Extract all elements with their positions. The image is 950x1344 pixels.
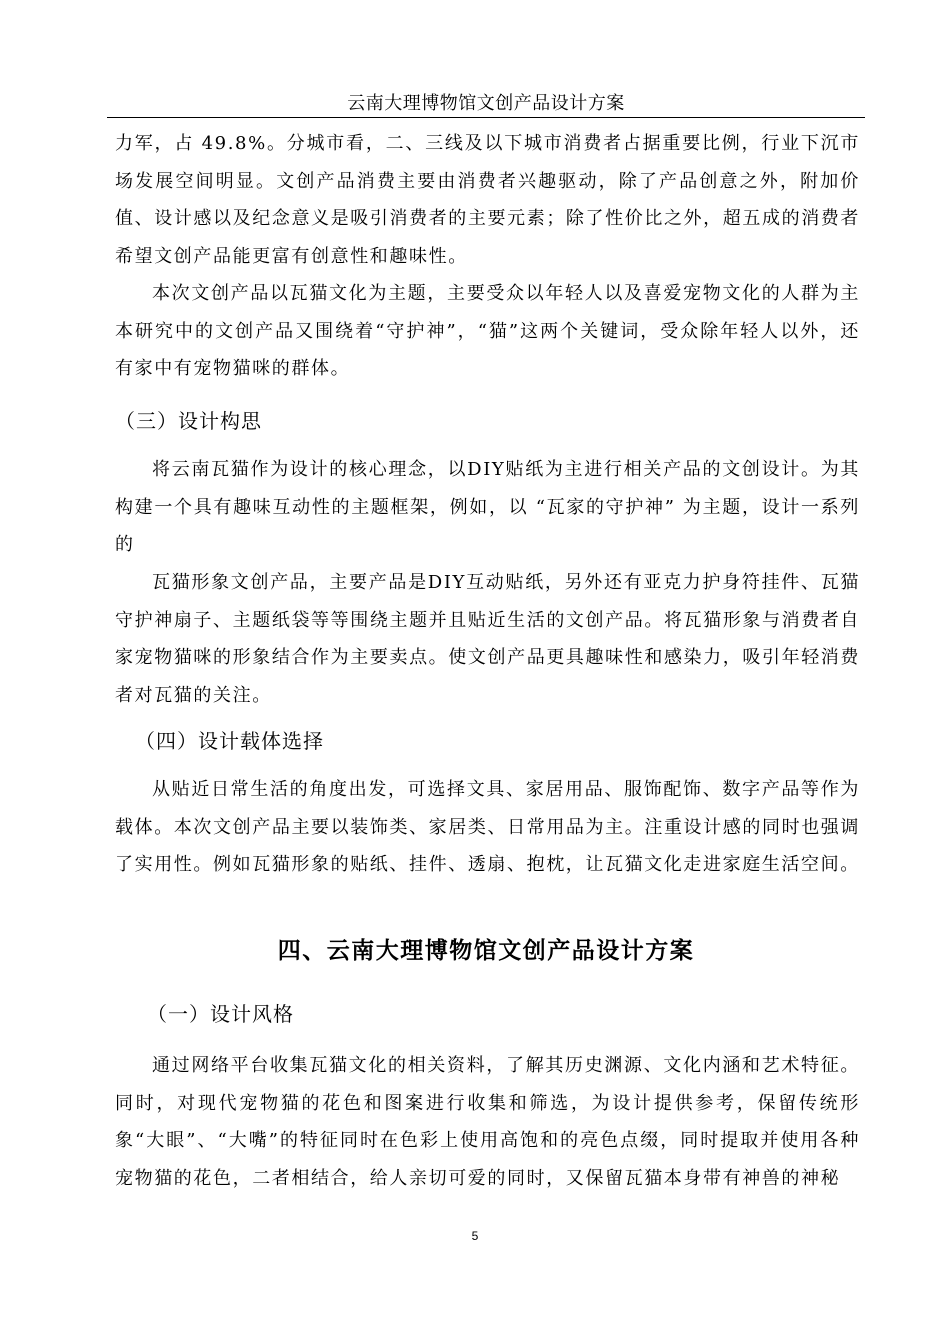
subheading-design-style: （一）设计风格 — [147, 1002, 294, 1026]
paragraph-design-style: 通过网络平台收集瓦猫文化的相关资料，了解其历史渊源、文化内涵和艺术特征。同时，对现代宠物猫的花色和图案进行收集和筛选，为设计提供参考，保留传统形象“大眼”、“大嘴”的特征同时在色彩上使用高饱和的亮色点缀，同时提取并使用各种宠物猫的花色，二者相结合，给人亲切可爱的同时，又保留瓦猫本身带有神兽的神秘 — [115, 1055, 860, 1189]
subheading-carrier-selection: （四）设计载体选择 — [135, 729, 324, 753]
running-header: 云南大理博物馆文创产品设计方案 — [347, 93, 625, 114]
paragraph-carrier-selection: 从贴近日常生活的角度出发，可选择文具、家居用品、服饰配饰、数字产品等作为载体。本次文创产品主要以装饰类、家居类、日常用品为主。注重设计感的同时也强调了实用性。例如瓦猫形象的贴纸、挂件、透扇、抱枕，让瓦猫文化走进家庭生活空间。 — [115, 779, 860, 875]
header-divider — [107, 117, 865, 118]
paragraph-target-audience: 本次文创产品以瓦猫文化为主题，主要受众以年轻人以及喜爱宠物文化的人群为主本研究中的文创产品又围绕着“守护神”，“猫”这两个关键词，受众除年轻人以外，还有家中有宠物猫咪的群体。 — [115, 283, 860, 379]
subheading-design-concept: （三）设计构思 — [115, 409, 262, 433]
page-number: 5 — [471, 1229, 479, 1243]
paragraph-market-analysis: 力军，占 49.8%。分城市看，二、三线及以下城市消费者占据重要比例，行业下沉市场发展空间明显。文创产品消费主要由消费者兴趣驱动，除了产品创意之外，附加价值、设计感以及纪念意义是吸引消费者的主要元素；除了性价比之外，超五成的消费者希望文创产品能更富有创意性和趣味性。 — [115, 133, 860, 267]
paragraph-product-range: 瓦猫形象文创产品，主要产品是DIY互动贴纸，另外还有亚克力护身符挂件、瓦猫守护神扇子、主题纸袋等等围绕主题并且贴近生活的文创产品。将瓦猫形象与消费者自家宠物猫咪的形象结合作为主要卖点。使文创产品更具趣味性和感染力，吸引年轻消费者对瓦猫的关注。 — [115, 572, 860, 706]
section-heading-design-plan: 四、云南大理博物馆文创产品设计方案 — [277, 938, 695, 964]
paragraph-design-concept: 将云南瓦猫作为设计的核心理念，以DIY贴纸为主进行相关产品的文创设计。为其构建一个具有趣味互动性的主题框架，例如，以 “瓦家的守护神” 为主题，设计一系列的 — [115, 459, 860, 555]
